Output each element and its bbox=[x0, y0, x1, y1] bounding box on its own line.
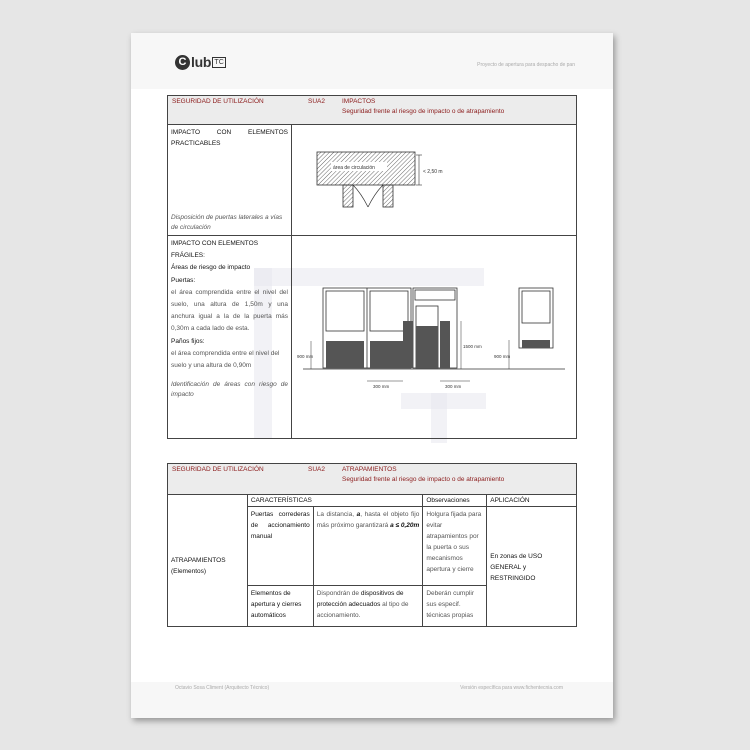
cierres-desc-1: Dispondrán de bbox=[316, 590, 360, 597]
header-project-title: Proyecto de apertura para despacho de pan bbox=[477, 62, 575, 68]
cierres-desc-3: al tipo de accionamiento. bbox=[316, 601, 409, 619]
risk-zone-door-2 bbox=[416, 326, 438, 368]
cierres-automaticos-obs: Deberán cumplir sus especif. técnicas propias bbox=[423, 586, 487, 627]
fragiles-heading: IMPACTO CON ELEMENTOS FRÁGILES: bbox=[171, 240, 259, 260]
section2-title: ATRAPAMIENTOS bbox=[342, 466, 397, 473]
dim-label-1500: 1500 mm bbox=[463, 344, 482, 349]
section2-label: SEGURIDAD DE UTILIZACIÓN bbox=[172, 466, 264, 473]
footer-version: Versión específica para www.fichentecnia.com bbox=[460, 685, 563, 691]
circulation-label: área de circulación bbox=[333, 165, 375, 171]
risk-zone-right bbox=[522, 340, 550, 348]
risk-zone-left-2 bbox=[370, 341, 408, 368]
puertas-correderas-elem: Puertas correderas de accionamiento manual bbox=[247, 507, 313, 586]
column-header-row bbox=[168, 495, 577, 507]
impactos-header-row bbox=[168, 96, 577, 125]
atrapamientos-label: ATRAPAMIENTOS (Elementos) bbox=[168, 507, 248, 627]
section2-code: SUA2 bbox=[308, 466, 325, 473]
risk-zone-left-1 bbox=[326, 341, 364, 368]
puertas-correderas-obs: Holgura fijada para evitar atrapamientos por la puerta o sus mecanismos apertura y cierre bbox=[423, 507, 487, 586]
cierres-desc-2: dispositivos de protección adecuados bbox=[316, 590, 404, 608]
impactos-table bbox=[167, 95, 577, 439]
risk-zone-door-1 bbox=[403, 321, 413, 368]
puertas-desc-var: a bbox=[356, 511, 361, 518]
cierres-automaticos-elem: Elementos de apertura y cierres automáticos bbox=[247, 586, 313, 627]
section-subtitle: Seguridad frente al riesgo de impacto o de atrapamiento bbox=[342, 108, 505, 115]
wall-right bbox=[383, 185, 393, 207]
dim-label-300-left: 300 mm bbox=[373, 384, 390, 389]
fixed-label: Paños fijos: bbox=[171, 337, 205, 345]
club-logo bbox=[175, 54, 226, 70]
section-title: IMPACTOS bbox=[342, 98, 376, 105]
areas-label: Áreas de riesgo de impacto bbox=[171, 264, 251, 272]
risk-zone-door-3 bbox=[440, 321, 450, 368]
door-plan-figure bbox=[295, 127, 573, 231]
fragiles-caption: Identificación de áreas con riesgo de impacto bbox=[171, 381, 288, 399]
fragiles-figure-cell bbox=[292, 236, 577, 439]
footer-author: Octavio Sosa Climent (Arquitecto Técnico) bbox=[175, 685, 270, 691]
cierres-automaticos-desc bbox=[313, 586, 423, 627]
puertas-correderas-desc bbox=[313, 507, 423, 586]
logo-text: lub bbox=[191, 54, 212, 70]
section-code: SUA2 bbox=[308, 98, 325, 105]
logo-box: TC bbox=[212, 57, 226, 68]
practicables-caption: Disposición de puertas laterales a vías de circulación bbox=[171, 214, 283, 231]
wall-left bbox=[343, 185, 353, 207]
puertas-desc-3: a ≤ 0,20m bbox=[390, 522, 420, 529]
door-transom bbox=[415, 290, 455, 300]
section-label: SEGURIDAD DE UTILIZACIÓN bbox=[172, 98, 264, 105]
empty-header-cell bbox=[168, 495, 248, 507]
door-swing-left bbox=[353, 185, 368, 207]
section2-subtitle: Seguridad frente al riesgo de impacto o de atrapamiento bbox=[342, 476, 505, 483]
impactos-header-cell bbox=[168, 96, 577, 125]
aplicacion-header: APLICACIÓN bbox=[487, 495, 577, 507]
door-swing-right bbox=[368, 185, 383, 207]
window-right-pane bbox=[522, 291, 550, 323]
aplicacion-cell: En zonas de USO GENERAL y RESTRINGIDO bbox=[487, 507, 577, 627]
document-page bbox=[131, 33, 613, 718]
atrapamientos-table bbox=[167, 463, 577, 627]
glazing-elevation-figure bbox=[295, 238, 573, 434]
practicables-figure-cell bbox=[292, 125, 577, 236]
logo-letter: C bbox=[175, 55, 190, 70]
fragiles-row bbox=[168, 236, 577, 439]
practicables-text-cell bbox=[168, 125, 292, 236]
practicables-row bbox=[168, 125, 577, 236]
puertas-desc-2: , hasta el objeto fijo más próximo garantizará bbox=[316, 511, 420, 529]
caracteristicas-header: CARACTERÍSTICAS bbox=[247, 495, 422, 507]
fixed-text: el área comprendida entre el nivel del suelo y una altura de 0,90m bbox=[171, 349, 280, 370]
doors-label: Puertas: bbox=[171, 276, 196, 284]
dim-label: < 2,50 m bbox=[423, 169, 443, 175]
fragiles-text-cell bbox=[168, 236, 292, 439]
observaciones-header: Observaciones bbox=[423, 495, 487, 507]
puertas-desc-1: La distancia, bbox=[316, 511, 355, 518]
window-right bbox=[519, 288, 553, 348]
puertas-correderas-row bbox=[168, 507, 577, 586]
window-left-pane-1 bbox=[326, 291, 364, 331]
atrapamientos-header-row bbox=[168, 464, 577, 495]
dim-label-900-left: 900 mm bbox=[297, 354, 314, 359]
window-left-pane-2 bbox=[370, 291, 408, 331]
doors-text: el área comprendida entre el nivel del suelo, una altura de 1,50m y una anchura igual a la de la puerta más 0,30m a cada lado de esta. bbox=[171, 288, 288, 333]
dim-label-300-right: 300 mm bbox=[445, 384, 462, 389]
dim-label-900-right: 900 mm bbox=[494, 354, 511, 359]
practicables-heading: IMPACTO CON ELEMENTOS PRACTICABLES bbox=[171, 129, 288, 147]
atrapamientos-header-cell bbox=[168, 464, 577, 495]
